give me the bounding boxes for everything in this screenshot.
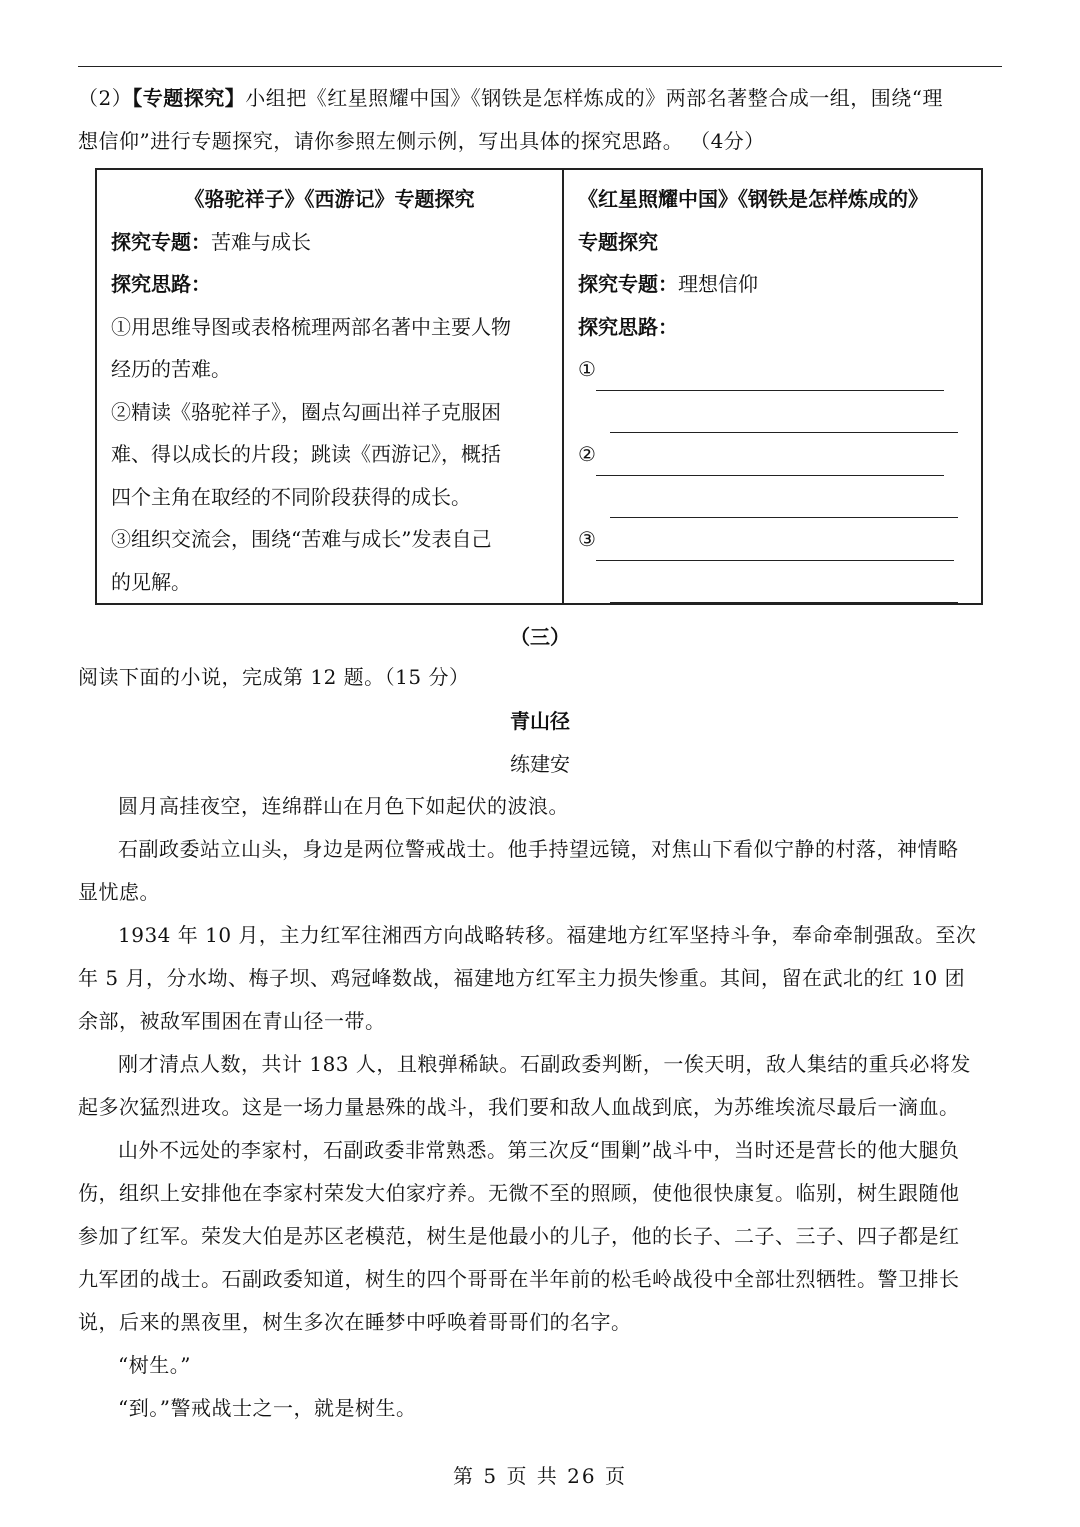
example-step-3-line1: ③组织交流会，围绕“苦难与成长”发表自己 [111,527,492,551]
page-footer: 第 5 页 共 26 页 [453,1464,627,1488]
answer-blank-1[interactable] [578,348,967,391]
answer-topic-value: 理想信仰 [678,272,758,296]
blank-marker-3: ③ [578,527,596,551]
example-topic-row [111,221,548,264]
question-prefix: （2） [78,86,133,110]
example-topic-value: 苦难与成长 [211,229,311,254]
story-body [78,785,1002,1430]
answer-blank-3-cont[interactable] [578,561,967,604]
answer-line-2b[interactable] [610,489,958,518]
question-text-line2: 想信仰”进行专题探究，请你参照左侧示例，写出具体的探究思路。 （4分） [78,129,765,153]
example-step-1-line1: ①用思维导图或表格梳理两部名著中主要人物 [111,314,511,339]
inquiry-table [95,168,983,605]
story-author: 练建安 [510,752,570,776]
answer-topic-row [578,263,967,306]
paragraph-3-line1: 1934 年 10 月，主力红军往湘西方向战略转移。福建地方红军坚持斗争，奉命牵制强敌。至次 [118,923,977,947]
blank-marker-2: ② [578,442,596,466]
example-thinking-label: 探究思路： [111,272,211,296]
example-cell [97,170,564,603]
paragraph-3-line2: 年 5 月，分水坳、梅子坝、鸡冠峰数战，福建地方红军主力损失惨重。其间，留在武北的红 10 团 [78,966,966,990]
example-step-3-line2: 的见解。 [111,569,191,594]
paragraph-5-line1: 山外不远处的李家村，石副政委非常熟悉。第三次反“围剿”战斗中，当时还是营长的他大腿负 [118,1138,960,1162]
blank-marker-1: ① [578,357,596,381]
paragraph-2-line2: 显忧虑。 [78,880,160,904]
paragraph-5-line5: 说，后来的黑夜里，树生多次在睡梦中呼唤着哥哥们的名字。 [78,1310,632,1334]
paragraph-6: “树生。” [118,1353,191,1377]
example-step-2-line2: 难、得以成长的片段；跳读《西游记》，概括 [111,442,501,466]
paragraph-3-line3: 余部，被敌军围困在青山径一带。 [78,1009,386,1033]
instruction: 阅读下面的小说，完成第 12 题。（15 分） [78,665,470,689]
example-step-2-line3: 四个主角在取经的不同阶段获得的成长。 [111,484,471,509]
top-rule [78,66,1002,67]
answer-blank-2-cont[interactable] [578,476,967,519]
question-tag: 【专题探究】 [132,86,246,110]
paragraph-2-line1: 石副政委站立山头，身边是两位警戒战士。他手持望远镜，对焦山下看似宁静的村落，神情略 [118,837,959,861]
question-text-line1: 小组把《红星照耀中国》《钢铁是怎样炼成的》两部名著整合成一组，围绕“理 [245,86,943,110]
paragraph-4-line1: 刚才清点人数，共计 183 人，且粮弹稀缺。石副政委判断，一俟天明，敌人集结的重兵必将发 [118,1052,971,1076]
answer-topic-label: 探究专题： [578,272,678,296]
answer-line-1b[interactable] [610,404,958,433]
answer-title-line2: 专题探究 [578,229,658,254]
example-step-1-line2: 经历的苦难。 [111,357,231,381]
answer-blank-2[interactable] [578,433,967,476]
answer-line-2a[interactable] [596,447,944,476]
paragraph-1: 圆月高挂夜空，连绵群山在月色下如起伏的波浪。 [118,794,569,818]
question-2 [78,77,1002,163]
example-title: 《骆驼祥子》《西游记》专题探究 [184,187,475,211]
section-heading: （三） [510,625,570,649]
paragraph-5-line2: 伤，组织上安排他在李家村荣发大伯家疗养。无微不至的照顾，使他很快康复。临别，树生跟随他 [78,1181,960,1205]
paragraph-5-line4: 九军团的战士。石副政委知道，树生的四个哥哥在半年前的松毛岭战役中全部壮烈牺牲。警卫排长 [78,1267,960,1291]
answer-line-3b[interactable] [610,574,958,603]
answer-thinking-label: 探究思路： [578,314,678,339]
answer-title-line1: 《红星照耀中国》《钢铁是怎样炼成的》 [578,187,928,211]
example-step-2-line1: ②精读《骆驼祥子》，圈点勾画出祥子克服困 [111,399,501,424]
answer-cell [564,170,981,603]
story-title: 青山径 [510,709,570,733]
paragraph-5-line3: 参加了红军。荣发大伯是苏区老模范，树生是他最小的儿子，他的长子、二子、三子、四子都是红 [78,1224,960,1248]
answer-blank-1-cont[interactable] [578,391,967,434]
answer-line-3a[interactable] [596,532,954,561]
answer-line-1a[interactable] [596,362,944,391]
paragraph-4-line2: 起多次猛烈进攻。这是一场力量悬殊的战斗，我们要和敌人血战到底，为苏维埃流尽最后一滴血。 [78,1095,960,1119]
paragraph-7: “到。”警戒战士之一，就是树生。 [118,1396,417,1420]
example-topic-label: 探究专题： [111,229,211,254]
answer-blank-3[interactable] [578,518,967,561]
